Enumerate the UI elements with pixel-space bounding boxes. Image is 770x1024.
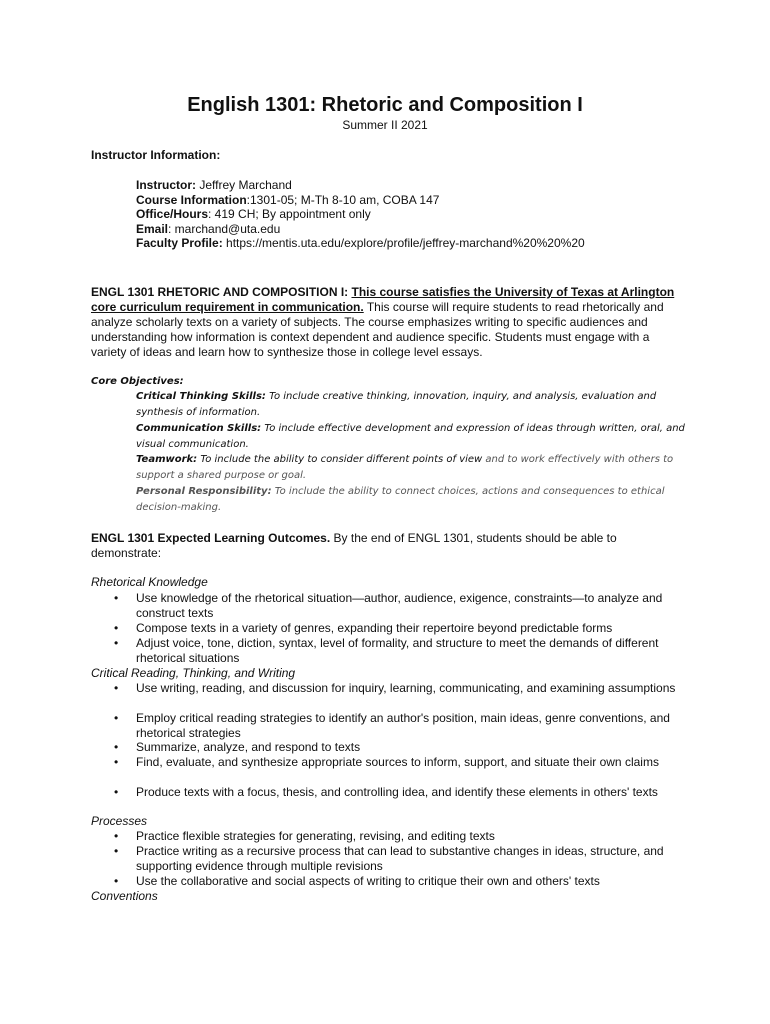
bullet-glyph: •	[114, 591, 119, 605]
category-heading: Conventions	[91, 889, 158, 903]
outcomes-lead: ENGL 1301 Expected Learning Outcomes.	[91, 531, 331, 545]
list-item: Use knowledge of the rhetorical situation—author, audience, exigence, constraints—to analyze and construct texts	[136, 591, 663, 620]
list-item: Practice flexible strategies for generating, revising, and editing texts	[136, 829, 495, 843]
course-description	[91, 285, 687, 360]
document-subtitle: Summer II 2021	[342, 118, 428, 132]
course-info-label: Course Information	[136, 193, 247, 207]
core-objectives-heading: Core Objectives:	[91, 376, 184, 387]
objective-text: To include the ability to connect choices, actions and consequences to ethical decision-making.	[136, 486, 665, 513]
category-heading: Rhetorical Knowledge	[91, 575, 208, 589]
course-desc-lead: ENGL 1301 RHETORIC AND COMPOSITION I:	[91, 285, 352, 299]
category-heading: Critical Reading, Thinking, and Writing	[91, 666, 296, 680]
list-item: Employ critical reading strategies to identify an author's position, main ideas, genre conventions, and rhetorical strategies	[136, 711, 670, 740]
objective-teamwork	[136, 452, 686, 484]
instructor-info-heading: Instructor Information:	[91, 148, 221, 162]
bullet-glyph: •	[114, 785, 119, 799]
objective-text-grey: and to work effectively with others to support a shared purpose or goal.	[136, 454, 674, 481]
objective-label: Communication Skills:	[136, 423, 262, 434]
faculty-profile-line	[136, 236, 585, 251]
objective-text: To include effective development and expression of ideas through written, oral, and visual communication.	[136, 423, 685, 450]
faculty-profile-link[interactable]: https://mentis.uta.edu/explore/profile/jeffrey-marchand%20%20%20	[222, 236, 585, 250]
list-item: Practice writing as a recursive process that can lead to substantive changes in ideas, structure, and supporting evidence through multiple revisions	[136, 844, 664, 873]
learning-outcomes-intro	[91, 531, 687, 561]
list-item: Compose texts in a variety of genres, expanding their repertoire beyond predictable forms	[136, 621, 613, 635]
objective-label: Teamwork:	[136, 454, 198, 465]
email-label: Email	[136, 222, 169, 236]
course-info-value: :1301-05; M-Th 8-10 am, COBA 147	[246, 193, 440, 207]
core-requirement-statement: This course satisfies the University of Texas at Arlington core curriculum requirement in communication.	[91, 285, 675, 314]
list-item: Use the collaborative and social aspects of writing to critique their own and others' texts	[136, 874, 600, 888]
list-item: Produce texts with a focus, thesis, and controlling idea, and identify these elements in others' texts	[136, 785, 658, 799]
faculty-profile-label: Faculty Profile:	[136, 236, 223, 250]
office-hours-value: : 419 CH; By appointment only	[208, 207, 371, 221]
course-info-line	[136, 193, 439, 208]
email-line	[136, 222, 280, 237]
document-title: English 1301: Rhetoric and Composition I	[187, 94, 583, 116]
course-desc-body: This course will require students to read rhetorically and analyze scholarly texts on a variety of subjects. The course emphasizes writing to specific audiences and understanding how information is context dependent and audience specific. Students must engage with a variety of ideas and learn how to synthesize those in college level essays.	[91, 300, 664, 359]
list-item: Use writing, reading, and discussion for inquiry, learning, communicating, and examining assumptions	[136, 681, 676, 695]
objective-text: To include creative thinking, innovation, inquiry, and analysis, evaluation and synthesis of information.	[136, 391, 657, 418]
bullet-glyph: •	[114, 755, 119, 769]
instructor-value: Jeffrey Marchand	[196, 178, 292, 192]
bullet-glyph: •	[114, 711, 119, 725]
outcomes-body: By the end of ENGL 1301, students should be able to demonstrate:	[91, 531, 617, 560]
bullet-glyph: •	[114, 621, 119, 635]
objective-critical-thinking	[136, 389, 686, 421]
objective-personal-responsibility	[136, 484, 686, 516]
bullet-glyph: •	[114, 681, 119, 695]
bullet-glyph: •	[114, 844, 119, 858]
list-item: Adjust voice, tone, diction, syntax, level of formality, and structure to meet the demands of different rhetorical situations	[136, 636, 659, 665]
objective-text: To include the ability to consider different points of view	[197, 454, 483, 465]
instructor-line	[136, 178, 292, 193]
office-hours-line	[136, 207, 371, 222]
bullet-glyph: •	[114, 874, 119, 888]
bullet-glyph: •	[114, 740, 119, 754]
email-value: : marchand@uta.edu	[168, 222, 281, 236]
bullet-glyph: •	[114, 636, 119, 650]
instructor-label: Instructor:	[136, 178, 196, 192]
list-item: Find, evaluate, and synthesize appropriate sources to inform, support, and situate their own claims	[136, 755, 659, 769]
list-item: Summarize, analyze, and respond to texts	[136, 740, 361, 754]
bullet-glyph: •	[114, 829, 119, 843]
objective-label: Personal Responsibility:	[136, 486, 272, 497]
objective-label: Critical Thinking Skills:	[136, 391, 266, 402]
office-hours-label: Office/Hours	[136, 207, 209, 221]
category-heading: Processes	[91, 814, 148, 828]
objective-communication	[136, 421, 686, 453]
